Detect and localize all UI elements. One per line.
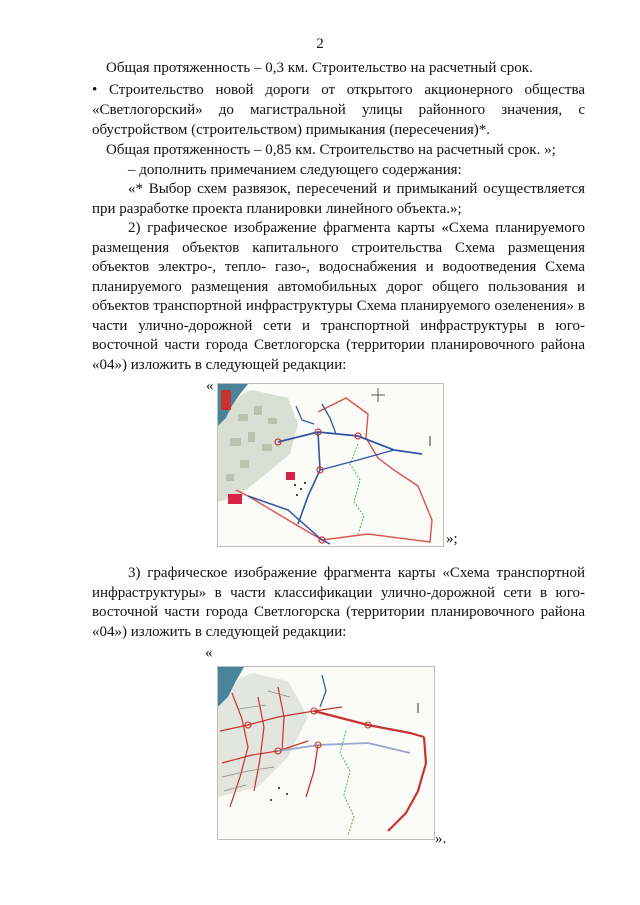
map2-drawing — [218, 667, 434, 839]
text-line: Общая протяженность – 0,3 км. Строительство на расчетный срок. — [106, 60, 533, 76]
map1-close-quote: »; — [446, 531, 458, 547]
map2-open-quote: « — [205, 645, 213, 661]
map1-drawing — [218, 384, 443, 546]
text-line: «04») изложить в следующей редакции: — [92, 357, 347, 373]
map2-close-quote: ». — [435, 831, 447, 847]
text-line: объектов транспортной инфраструктуры Схема планируемого озеленения» в — [92, 298, 585, 314]
text-line: «Светлогорский» до магистральной улицы районного значения, с — [92, 102, 585, 118]
text-line: обустройством (строительством) примыкания (пересечения)*. — [92, 122, 491, 138]
text-line: планируемого размещения автомобильных дорог общего пользования и — [92, 279, 585, 295]
text-line: Общая протяженность – 0,85 км. Строительство на расчетный срок. »; — [106, 142, 556, 158]
map2-figure — [217, 666, 435, 840]
map1-figure — [217, 383, 444, 547]
text-line: размещения объектов капитального строительства Схема размещения — [92, 240, 585, 256]
text-line: восточной части города Светлогорска (территории планировочного района — [92, 337, 585, 353]
map1-open-quote: « — [206, 378, 214, 394]
page-number: 2 — [316, 36, 324, 52]
text-line: части улично-дорожной сети и транспортной инфраструктуры в юго- — [92, 318, 585, 334]
text-line: инфраструктуры» в части классификации улично-дорожной сети в юго- — [92, 585, 585, 601]
text-line: при разработке проекта планировки линейного объекта.»; — [92, 201, 462, 217]
text-line: объектов электро-, тепло- газо-, водоснабжения и водоотведения Схема — [92, 259, 585, 275]
text-line: • Строительство новой дороги от открытого акционерного общества — [92, 82, 585, 98]
text-line: 2) графическое изображение фрагмента карты «Схема планируемого — [128, 220, 585, 236]
text-line: «* Выбор схем развязок, пересечений и примыканий осуществляется — [128, 181, 585, 197]
text-line: «04») изложить в следующей редакции: — [92, 624, 347, 640]
text-line: – дополнить примечанием следующего содержания: — [128, 162, 462, 178]
text-line: 3) графическое изображение фрагмента карты «Схема транспортной — [128, 565, 585, 581]
text-line: восточной части города Светлогорска (территории планировочного района — [92, 604, 585, 620]
